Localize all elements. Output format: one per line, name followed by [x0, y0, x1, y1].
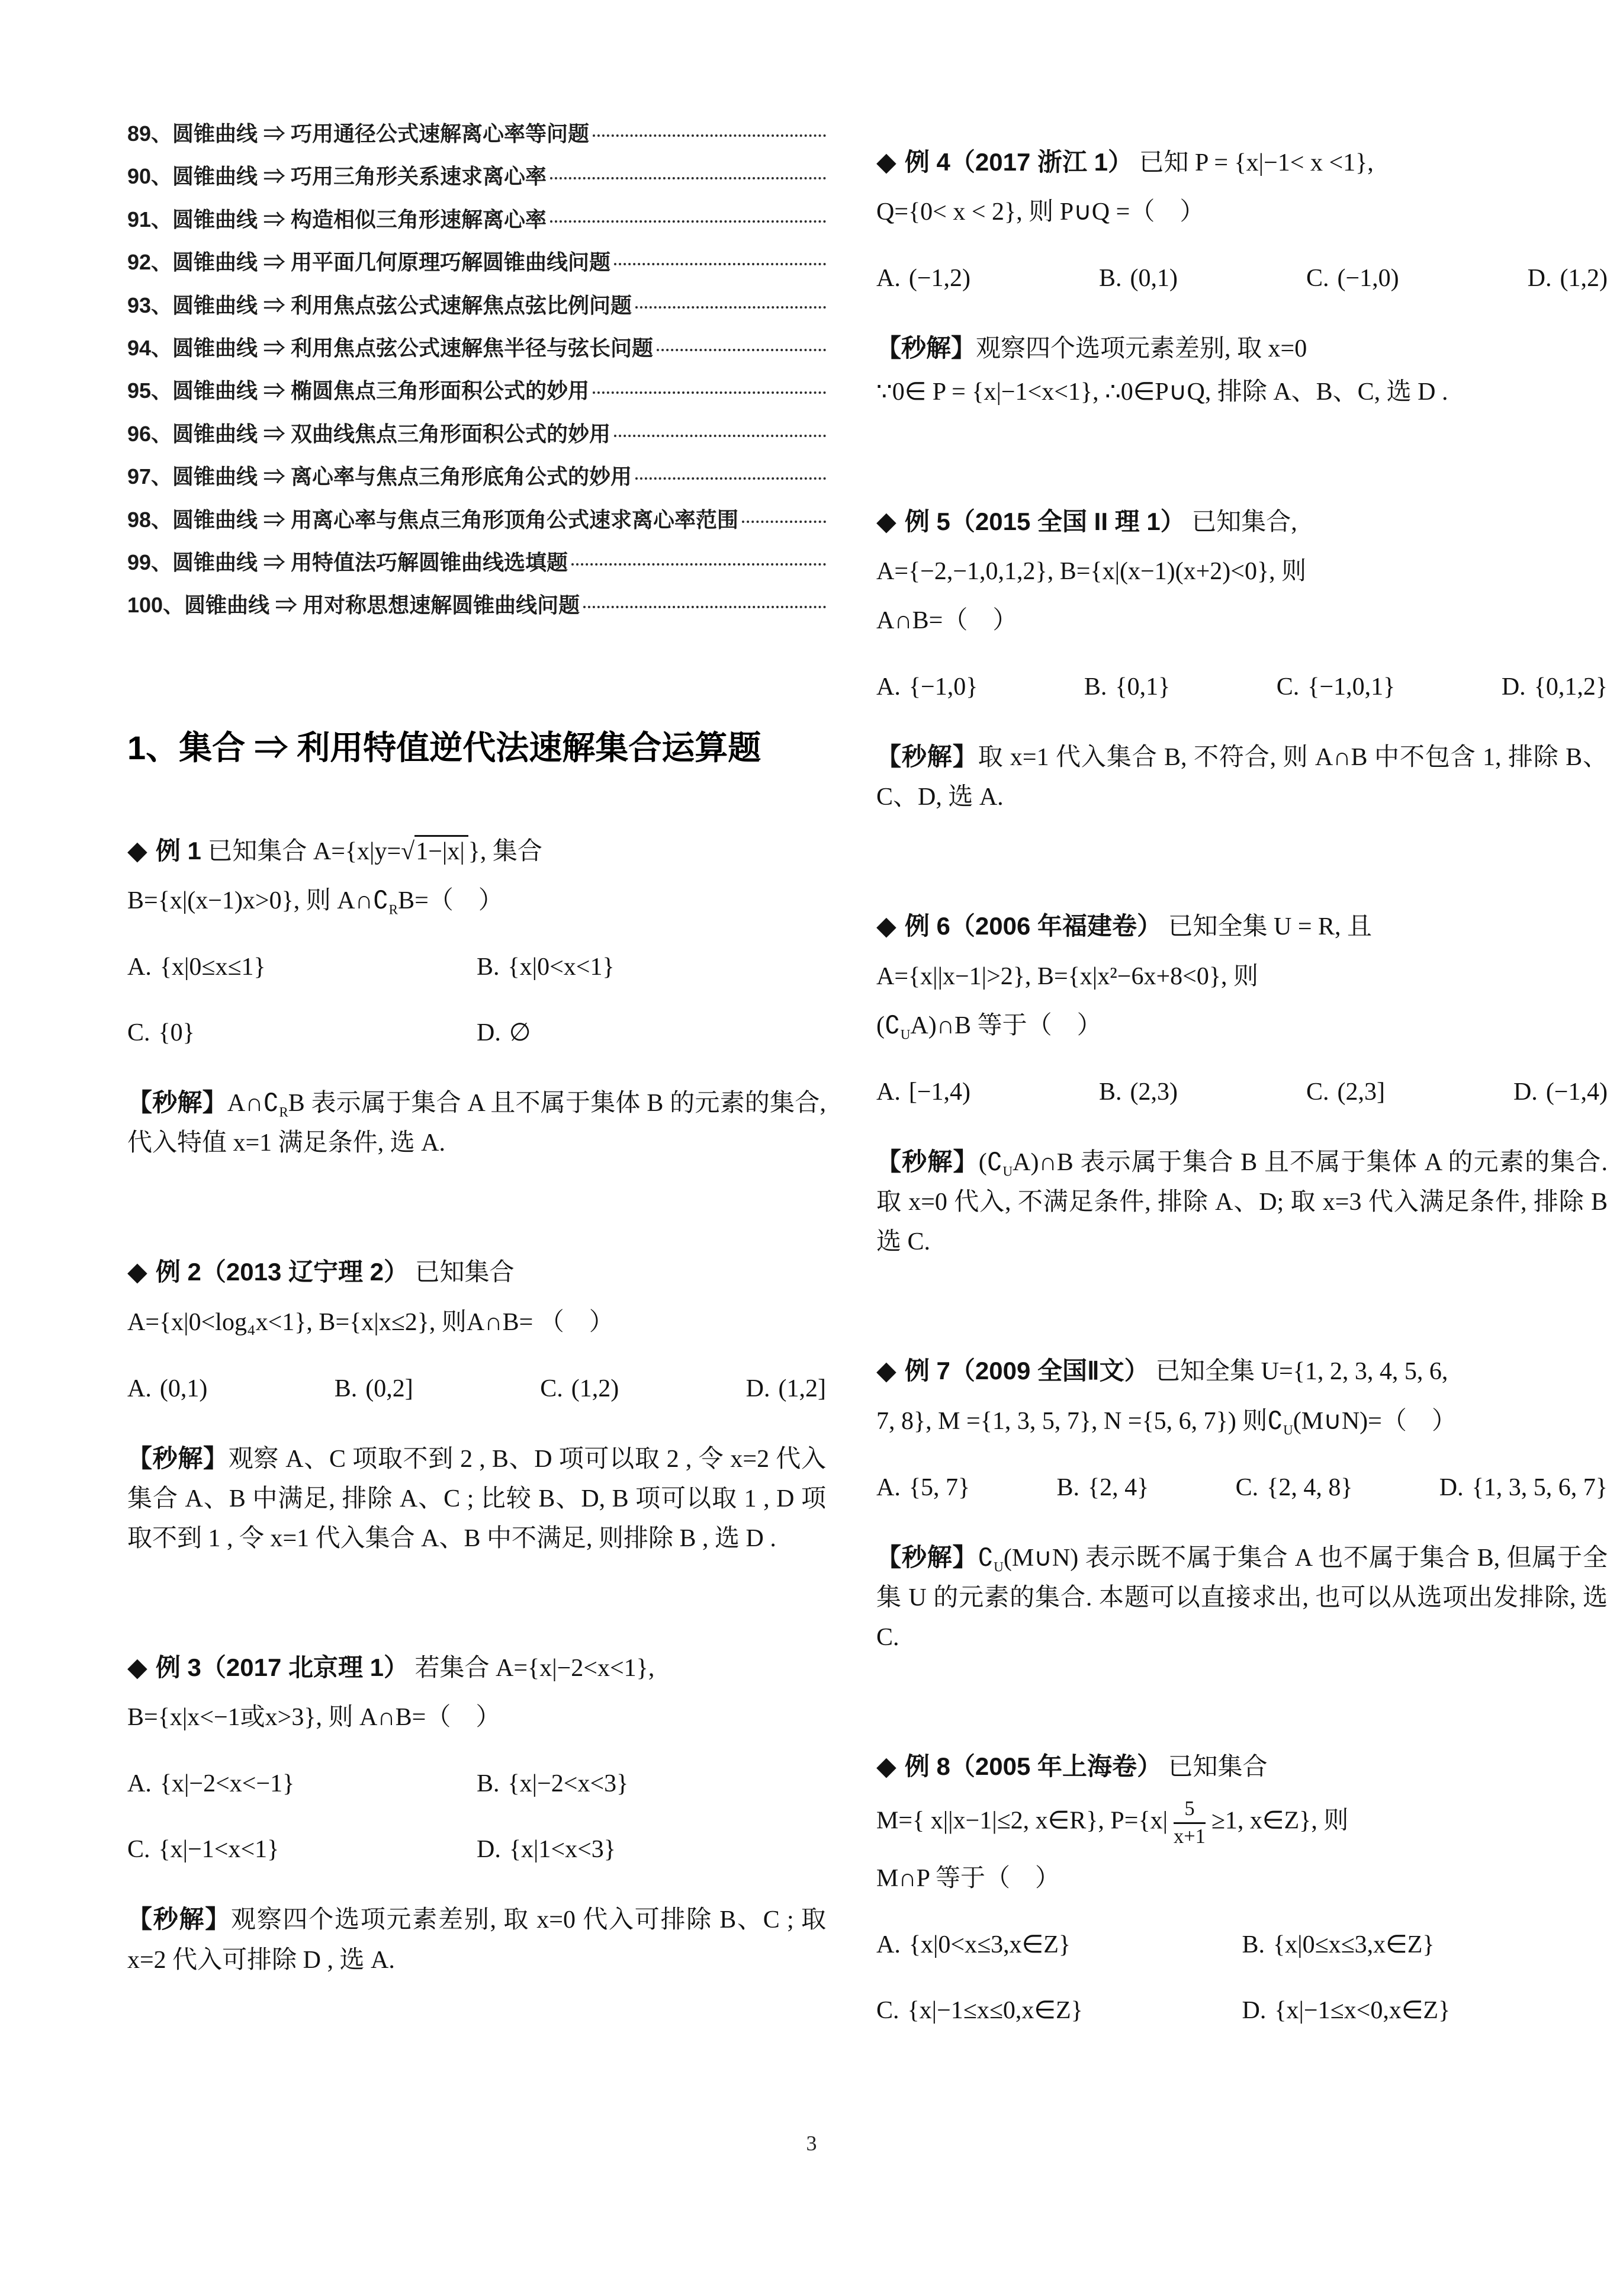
- option-label: C.: [1235, 1473, 1259, 1501]
- answer-options: [127, 1765, 826, 1868]
- problem-text: 已知全集 U = R, 且: [1168, 913, 1373, 941]
- option-label: B.: [1056, 1473, 1079, 1501]
- answer-options: [127, 949, 826, 1052]
- answer-option: [540, 1370, 619, 1408]
- solution-text: (M∪N) 表示既不属于集合 A 也不属于集合 B, 但属于全集 U 的元素的集合. 本题可以直接求出, 也可以从选项出发排除, 选 C.: [876, 1544, 1608, 1651]
- example-source: （2017 浙江 1）: [950, 148, 1133, 176]
- answer-option: [1099, 260, 1178, 297]
- example-8-question-line3: M∩P 等于（ ）: [876, 1864, 1060, 1892]
- answer-option: [1242, 1992, 1608, 2030]
- toc-dot-leader: [593, 391, 826, 394]
- solution-text: (∁: [978, 1148, 1003, 1176]
- option-text: {2, 4, 8}: [1267, 1473, 1353, 1501]
- option-text: {x|0<x≤3,x∈Z}: [908, 1931, 1071, 1958]
- answer-option: [1236, 1469, 1353, 1507]
- example-source: （2005 年上海卷）: [950, 1752, 1162, 1781]
- toc-dot-leader: [657, 349, 826, 351]
- example-4-question-line2: Q={0< x < 2}, 则 P∪Q =（ ）: [876, 198, 1205, 226]
- answer-option: [127, 949, 477, 986]
- toc-entry-text: 98、圆锥曲线 ⇒ 用离心率与焦点三角形顶角公式速求离心率范围: [127, 507, 739, 532]
- problem-text: ≥1, x∈Z}, 则: [1211, 1807, 1349, 1835]
- solution: [127, 1083, 826, 1163]
- problem-text: (M∪N)=（ ）: [1293, 1407, 1457, 1435]
- option-text: {−1,0,1}: [1307, 673, 1396, 701]
- square-root: [401, 835, 468, 865]
- toc-dot-leader: [583, 606, 826, 608]
- option-text: (−1,4): [1545, 1078, 1608, 1106]
- solution: [876, 737, 1608, 817]
- option-label: D.: [1527, 265, 1552, 293]
- problem-text: M={ x||x−1|≤2, x∈R}, P={x|: [876, 1807, 1168, 1835]
- problem-text: 已知集合 A={x|y=: [207, 837, 401, 865]
- option-text: (1,2): [571, 1375, 619, 1402]
- example-6-question: [876, 906, 1608, 946]
- toc-entry-text: 91、圆锥曲线 ⇒ 构造相似三角形速解离心率: [127, 207, 547, 232]
- answer-option: [1306, 260, 1399, 297]
- answer-option: [1099, 1074, 1178, 1111]
- option-label: B.: [334, 1375, 358, 1402]
- option-text: {0,1,2}: [1534, 673, 1608, 701]
- example-6-question-line2: A={x||x−1|>2}, B={x|x²−6x+8<0}, 则: [876, 962, 1259, 990]
- option-text: {x|−1≤x≤0,x∈Z}: [907, 1996, 1083, 2024]
- option-label: C.: [127, 1019, 150, 1046]
- answer-option: [876, 260, 970, 297]
- option-text: {2, 4}: [1088, 1473, 1149, 1501]
- example-4-question: [876, 142, 1608, 182]
- problem-text: B=（ ）: [398, 887, 503, 914]
- toc-entry: [127, 464, 826, 489]
- option-text: (0,1): [159, 1375, 208, 1402]
- toc-dot-leader: [593, 134, 826, 137]
- example-1: [127, 831, 826, 1164]
- option-text: {x|−2<x<3}: [507, 1770, 629, 1798]
- option-label: D.: [1242, 1996, 1267, 2024]
- example-number: 例 1: [155, 836, 201, 865]
- option-text: (−1,2): [908, 265, 971, 293]
- solution-label: 【秒解】: [876, 743, 978, 771]
- example-6-question-line3: [876, 1007, 1608, 1045]
- complement-subscript: R: [279, 1104, 288, 1120]
- example-number: 例 7: [904, 1357, 950, 1385]
- option-text: ∅: [509, 1019, 531, 1046]
- answer-option: [1502, 669, 1608, 706]
- solution-label: 【秒解】: [127, 1088, 227, 1116]
- answer-option: [477, 949, 826, 986]
- example-2: [127, 1252, 826, 1559]
- solution: [127, 1438, 826, 1559]
- answer-option: [127, 1765, 477, 1803]
- option-text: {x|−1≤x<0,x∈Z}: [1274, 1996, 1451, 2024]
- solution-text: A)∩B 表示属于集合 B 且不属于集体 A 的元素的集合. 取 x=0 代入, 不满足条件, 排除 A、D; 取 x=3 代入满足条件, 排除 B 选 C.: [876, 1148, 1608, 1256]
- problem-text: 已知集合,: [1191, 508, 1297, 536]
- example-3-question: [127, 1648, 826, 1688]
- option-label: D.: [1501, 673, 1526, 701]
- complement-subscript: U: [994, 1559, 1004, 1575]
- option-label: D.: [477, 1836, 501, 1864]
- toc-entry: [127, 422, 826, 446]
- solution-label: 【秒解】: [127, 1444, 229, 1472]
- toc-entry-text: 99、圆锥曲线 ⇒ 用特值法巧解圆锥曲线选填题: [127, 550, 568, 574]
- solution-text: A∩∁: [227, 1089, 279, 1117]
- example-source: （2017 北京理 1）: [201, 1653, 409, 1682]
- example-number: 例 2: [155, 1258, 201, 1286]
- problem-text: 已知集合: [1168, 1754, 1268, 1781]
- diamond-icon: ◆: [876, 1752, 896, 1781]
- toc-dot-leader: [550, 177, 826, 179]
- option-label: D.: [1439, 1473, 1464, 1501]
- answer-option: [876, 669, 978, 706]
- answer-option: [876, 1469, 970, 1507]
- toc-dot-leader: [635, 477, 826, 480]
- answer-options: [876, 1469, 1608, 1507]
- example-8-question: [876, 1746, 1608, 1787]
- option-label: C.: [1306, 1078, 1329, 1106]
- example-3: [127, 1648, 826, 1980]
- example-2-question-line2: A={x|0<log₄x<1}, B={x|x≤2}, 则A∩B= （ ）: [127, 1308, 614, 1336]
- option-label: D.: [745, 1375, 770, 1402]
- problem-text: (∁: [876, 1011, 901, 1039]
- answer-option: [477, 1765, 826, 1803]
- right-column: [876, 118, 1608, 2030]
- option-label: C.: [1306, 265, 1329, 293]
- option-label: B.: [477, 1770, 500, 1798]
- example-source: （2006 年福建卷）: [950, 912, 1162, 940]
- solution: [876, 328, 1608, 369]
- option-text: (1,2]: [778, 1375, 826, 1402]
- option-label: A.: [876, 673, 901, 701]
- example-5-question-line2: A={−2,−1,0,1,2}, B={x|(x−1)(x+2)<0}, 则: [876, 557, 1307, 585]
- toc-entry-text: 97、圆锥曲线 ⇒ 离心率与焦点三角形底角公式的妙用: [127, 464, 632, 489]
- problem-text: A)∩B 等于（ ）: [910, 1011, 1102, 1039]
- example-number: 例 6: [904, 912, 950, 940]
- answer-option: [1513, 1074, 1608, 1111]
- option-label: A.: [127, 953, 152, 981]
- option-text: {5, 7}: [908, 1473, 970, 1501]
- solution: [876, 1142, 1608, 1263]
- toc-entry: [127, 550, 826, 574]
- option-label: D.: [477, 1019, 501, 1046]
- answer-option: [1084, 669, 1170, 706]
- answer-option: [127, 1831, 477, 1868]
- diamond-icon: ◆: [876, 506, 896, 536]
- diamond-icon: ◆: [127, 1257, 147, 1287]
- example-7-question-line2: [876, 1402, 1608, 1441]
- option-label: C.: [540, 1375, 563, 1402]
- option-label: B.: [1084, 673, 1107, 701]
- toc-entry-text: 95、圆锥曲线 ⇒ 椭圆焦点三角形面积公式的妙用: [127, 378, 590, 403]
- option-text: {0}: [158, 1019, 195, 1046]
- diamond-icon: ◆: [876, 1356, 896, 1386]
- solution-text: 观察 A、C 项取不到 2 , B、D 项可以取 2 , 令 x=2 代入集合 A、B 中满足, 排除 A、C ; 比较 B、D, B 项可以取 1 , D 项取不到 1 , 令 x=1 代入集合 A、B 中不满足, 则排除 B , 选 D .: [127, 1445, 826, 1552]
- toc-dot-leader: [614, 435, 826, 437]
- answer-options: [876, 1926, 1608, 2030]
- toc-entry: [127, 593, 826, 617]
- example-source: （2015 全国 II 理 1）: [950, 507, 1185, 535]
- complement-subscript: R: [388, 901, 398, 917]
- option-label: C.: [1276, 673, 1300, 701]
- example-3-question-line2: B={x|x<−1或x>3}, 则 A∩B=（ ）: [127, 1704, 501, 1732]
- answer-options: [127, 1370, 826, 1408]
- solution-text: ∁: [978, 1544, 994, 1572]
- toc-entry: [127, 293, 826, 317]
- example-1-question: [127, 831, 826, 871]
- option-text: {1, 3, 5, 6, 7}: [1471, 1473, 1608, 1501]
- solution-label: 【秒解】: [876, 1147, 979, 1176]
- toc-entry-text: 92、圆锥曲线 ⇒ 用平面几何原理巧解圆锥曲线问题: [127, 250, 611, 275]
- toc-entry: [127, 508, 826, 532]
- fraction-numerator: 5: [1174, 1797, 1206, 1824]
- answer-option: [127, 1370, 207, 1408]
- fraction: [1174, 1797, 1206, 1848]
- toc-entry-text: 89、圆锥曲线 ⇒ 巧用通径公式速解离心率等问题: [127, 121, 590, 146]
- toc-entry: [127, 336, 826, 360]
- example-number: 例 3: [155, 1653, 201, 1682]
- option-text: {x|−2<x<−1}: [159, 1770, 295, 1798]
- example-8: [876, 1746, 1608, 2029]
- example-2-question: [127, 1252, 826, 1292]
- problem-text: 7, 8}, M ={1, 3, 5, 7}, N ={5, 6, 7}) 则∁: [876, 1407, 1284, 1435]
- option-label: B.: [1099, 1078, 1122, 1106]
- option-text: {−1,0}: [908, 673, 978, 701]
- option-label: A.: [876, 1078, 901, 1106]
- toc-entry: [127, 207, 826, 232]
- diamond-icon: ◆: [876, 911, 896, 941]
- problem-text: 已知全集 U={1, 2, 3, 4, 5, 6,: [1155, 1358, 1448, 1386]
- complement-subscript: U: [1283, 1421, 1293, 1437]
- option-text: (−1,0): [1337, 265, 1399, 293]
- toc-entry-text: 100、圆锥曲线 ⇒ 用对称思想速解圆锥曲线问题: [127, 593, 580, 618]
- answer-option: [876, 1074, 970, 1111]
- section-heading: 1、集合 ⇒ 利用特值逆代法速解集合运算题: [127, 728, 761, 766]
- option-text: {x|0≤x≤3,x∈Z}: [1273, 1931, 1435, 1958]
- example-1-question-line2: [127, 882, 826, 920]
- option-text: {x|−1<x<1}: [158, 1836, 279, 1864]
- problem-text: 若集合 A={x|−2<x<1},: [414, 1655, 655, 1682]
- answer-option: [477, 1014, 826, 1052]
- answer-option: [477, 1831, 826, 1868]
- example-number: 例 8: [904, 1752, 950, 1781]
- solution-text: 观察四个选项元素差别, 取 x=0 代入可排除 B、C ; 取 x=2 代入可排除 D , 选 A.: [127, 1906, 826, 1974]
- solution: [127, 1899, 826, 1980]
- solution-text: 取 x=1 代入集合 B, 不符合, 则 A∩B 中不包含 1, 排除 B、C、D, 选 A.: [876, 744, 1608, 811]
- option-text: {x|0≤x≤1}: [159, 953, 266, 981]
- example-5-question: [876, 502, 1608, 542]
- example-5-question-line3: A∩B=（ ）: [876, 606, 1018, 634]
- option-text: (0,2]: [365, 1375, 413, 1402]
- radicand: 1−|x|: [414, 835, 468, 865]
- option-label: A.: [876, 1931, 901, 1958]
- example-7-question: [876, 1351, 1608, 1391]
- solution-label: 【秒解】: [127, 1905, 232, 1934]
- answer-option: [876, 1926, 1242, 1964]
- option-label: B.: [1099, 265, 1122, 293]
- example-6: [876, 906, 1608, 1262]
- option-text: (2,3): [1130, 1078, 1178, 1106]
- solution-label: 【秒解】: [876, 334, 976, 362]
- toc-dot-leader: [614, 263, 826, 265]
- toc-dot-leader: [571, 563, 826, 566]
- option-text: (1,2): [1560, 265, 1608, 293]
- option-label: C.: [876, 1996, 899, 2024]
- toc-dot-leader: [550, 220, 826, 223]
- example-7: [876, 1351, 1608, 1658]
- problem-text: 已知集合: [414, 1259, 515, 1287]
- problem-text: 已知 P = {x|−1< x <1},: [1139, 149, 1374, 176]
- toc-dot-leader: [742, 521, 826, 523]
- toc-dot-leader: [635, 306, 826, 309]
- example-source: （2013 辽宁理 2）: [201, 1258, 409, 1286]
- answer-option: [1242, 1926, 1608, 1964]
- diamond-icon: ◆: [127, 1653, 147, 1682]
- option-label: A.: [876, 1473, 901, 1501]
- toc-entry: [127, 250, 826, 274]
- example-number: 例 4: [904, 148, 950, 176]
- answer-options: [876, 669, 1608, 706]
- answer-option: [876, 1992, 1242, 2030]
- option-label: B.: [1242, 1931, 1265, 1958]
- answer-option: [1528, 260, 1608, 297]
- option-text: {x|0<x<1}: [507, 953, 615, 981]
- toc-entry-text: 94、圆锥曲线 ⇒ 利用焦点弦公式速解焦半径与弦长问题: [127, 335, 654, 360]
- toc-entry-text: 93、圆锥曲线 ⇒ 利用焦点弦公式速解焦点弦比例问题: [127, 293, 632, 317]
- option-label: B.: [477, 953, 500, 981]
- answer-option: [1439, 1469, 1608, 1507]
- radical-sign: √: [401, 837, 415, 865]
- answer-options: [876, 260, 1608, 297]
- page-number: 3: [806, 2131, 817, 2155]
- solution-label: 【秒解】: [876, 1543, 978, 1571]
- example-number: 例 5: [904, 507, 950, 535]
- answer-option: [746, 1370, 826, 1408]
- option-text: {0,1}: [1115, 673, 1171, 701]
- solution: [876, 1537, 1608, 1658]
- option-label: A.: [127, 1770, 152, 1798]
- option-text: (2,3]: [1337, 1078, 1385, 1106]
- answer-option: [1277, 669, 1396, 706]
- example-source: （2009 全国Ⅱ文）: [950, 1357, 1149, 1385]
- toc-entry-text: 90、圆锥曲线 ⇒ 巧用三角形关系速求离心率: [127, 164, 547, 189]
- toc-entry-text: 96、圆锥曲线 ⇒ 双曲线焦点三角形面积公式的妙用: [127, 421, 611, 446]
- solution-continued: ∵0∈ P = {x|−1<x<1}, ∴0∈P∪Q, 排除 A、B、C, 选 D .: [876, 378, 1448, 406]
- option-label: C.: [127, 1836, 150, 1864]
- example-8-question-line2: [876, 1797, 1608, 1848]
- answer-option: [127, 1014, 477, 1052]
- solution-text: 观察四个选项元素差别, 取 x=0: [976, 335, 1307, 363]
- answer-option: [335, 1370, 413, 1408]
- problem-text: }, 集合: [468, 837, 542, 865]
- toc-entry: [127, 164, 826, 188]
- option-text: [−1,4): [908, 1078, 971, 1106]
- example-4: [876, 142, 1608, 413]
- option-label: A.: [876, 265, 901, 293]
- solution-text: B 表示属于集合 A 且不属于集体 B 的元素的集合, 代入特值 x=1 满足条件, 选 A.: [127, 1089, 826, 1157]
- problem-text: B={x|(x−1)x>0}, 则 A∩∁: [127, 887, 389, 914]
- complement-subscript: U: [1002, 1163, 1013, 1179]
- example-5: [876, 502, 1608, 818]
- answer-option: [1306, 1074, 1385, 1111]
- toc-entry: [127, 378, 826, 403]
- fraction-denominator: x+1: [1174, 1825, 1206, 1848]
- toc-entry: [127, 121, 826, 146]
- option-text: (0,1): [1130, 265, 1178, 293]
- option-text: {x|1<x<3}: [509, 1836, 616, 1864]
- option-label: A.: [127, 1375, 152, 1402]
- option-label: D.: [1513, 1078, 1538, 1106]
- table-of-contents: [127, 121, 826, 618]
- left-column: [127, 121, 826, 1980]
- answer-option: [1056, 1469, 1149, 1507]
- complement-subscript: U: [900, 1026, 911, 1042]
- diamond-icon: ◆: [876, 147, 896, 176]
- diamond-icon: ◆: [127, 836, 147, 865]
- answer-options: [876, 1074, 1608, 1111]
